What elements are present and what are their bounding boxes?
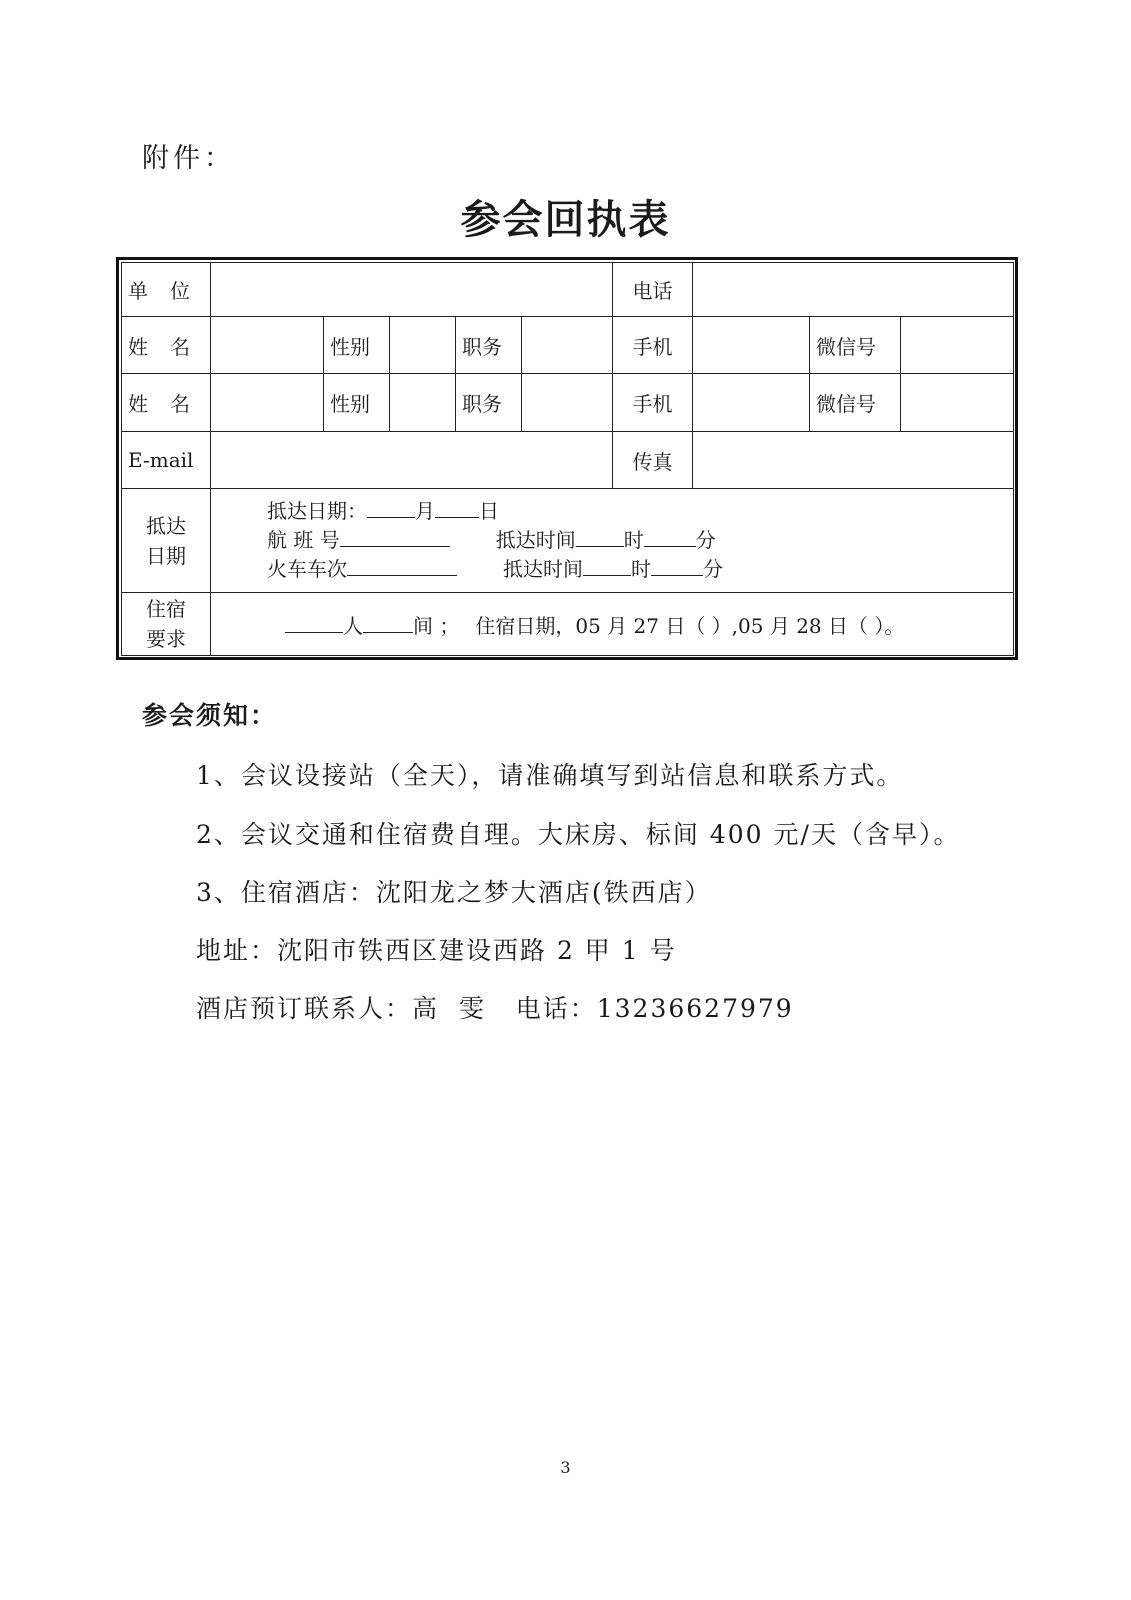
unit-field[interactable] — [211, 263, 613, 317]
name-field-2[interactable] — [211, 374, 324, 432]
flight-number-blank[interactable] — [340, 528, 450, 547]
form-row-unit — [122, 263, 1014, 317]
attachment-label: 附件： — [142, 143, 235, 174]
form-row-lodging — [122, 593, 1014, 656]
phone-label: 电话 — [613, 263, 693, 317]
wechat-label-2: 微信号 — [810, 374, 901, 432]
arrival-day-blank[interactable] — [435, 499, 479, 518]
page-number: 3 — [560, 1458, 571, 1477]
mobile-field-1[interactable] — [693, 317, 810, 374]
train-number-blank[interactable] — [347, 557, 457, 576]
arrival-details — [211, 489, 1014, 593]
form-title: 参会回执表 — [460, 197, 671, 243]
train-line: 火车车次 抵达时间 时 分 — [267, 557, 723, 581]
form-row-attendee-1 — [122, 317, 1014, 374]
gender-field-1[interactable] — [390, 317, 456, 374]
fax-label: 传真 — [613, 432, 693, 489]
position-field-1[interactable] — [522, 317, 613, 374]
people-count-blank[interactable] — [285, 614, 343, 633]
mobile-label-1: 手机 — [613, 317, 693, 374]
notice-item-2: 2、会议交通和住宿费自理。大床房、标间 400 元/天（含早）。 — [196, 820, 961, 849]
form-row-email — [122, 432, 1014, 489]
flight-line: 航 班 号 抵达时间 时 分 — [267, 528, 716, 552]
notice-title: 参会须知： — [142, 701, 278, 730]
lodging-dates-text: 住宿日期，05 月 27 日（ ）,05 月 28 日（ ）。 — [475, 613, 905, 638]
gender-field-2[interactable] — [390, 374, 456, 432]
wechat-field-1[interactable] — [901, 317, 1014, 374]
name-label-1: 姓 名 — [122, 317, 211, 374]
wechat-label-1: 微信号 — [810, 317, 901, 374]
lodging-details: 人 间 ； 住宿日期，05 月 27 日（ ）,05 月 28 日（ ）。 — [211, 593, 1014, 656]
arrival-label: 抵达 日期 — [122, 489, 211, 593]
phone-field[interactable] — [693, 263, 1014, 317]
notice-item-1: 1、会议设接站（全天），请准确填写到站信息和联系方式。 — [196, 761, 904, 790]
email-label: E-mail — [122, 432, 211, 489]
name-field-1[interactable] — [211, 317, 324, 374]
flight-hour-blank[interactable] — [576, 528, 624, 547]
notice-item-3: 3、住宿酒店：沈阳龙之梦大酒店(铁西店） — [196, 878, 712, 907]
form-row-arrival — [122, 489, 1014, 593]
gender-label-1: 性别 — [324, 317, 390, 374]
registration-form-table — [121, 262, 1014, 656]
room-count-blank[interactable] — [363, 614, 413, 633]
train-hour-blank[interactable] — [583, 557, 631, 576]
hotel-contact: 酒店预订联系人：高 雯 电话：13236627979 — [196, 994, 794, 1023]
fax-field[interactable] — [693, 432, 1014, 489]
position-label-2: 职务 — [456, 374, 522, 432]
position-label-1: 职务 — [456, 317, 522, 374]
wechat-field-2[interactable] — [901, 374, 1014, 432]
arrival-date-line: 抵达日期： 月 日 — [267, 499, 499, 523]
unit-label: 单 位 — [122, 263, 211, 317]
email-field[interactable] — [211, 432, 613, 489]
mobile-label-2: 手机 — [613, 374, 693, 432]
form-row-attendee-2 — [122, 374, 1014, 432]
position-field-2[interactable] — [522, 374, 613, 432]
name-label-2: 姓 名 — [122, 374, 211, 432]
hotel-address: 地址：沈阳市铁西区建设西路 2 甲 1 号 — [196, 936, 677, 965]
lodging-label: 住宿 要求 — [122, 593, 211, 656]
gender-label-2: 性别 — [324, 374, 390, 432]
arrival-month-blank[interactable] — [367, 499, 415, 518]
mobile-field-2[interactable] — [693, 374, 810, 432]
train-minute-blank[interactable] — [651, 557, 703, 576]
flight-minute-blank[interactable] — [644, 528, 696, 547]
